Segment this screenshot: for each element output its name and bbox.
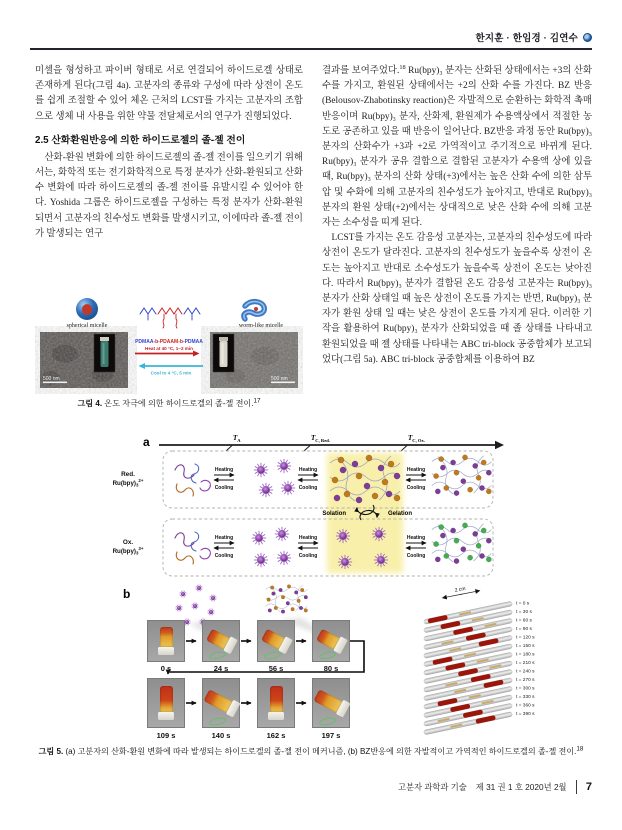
temperature-axis: [159, 434, 504, 451]
heating-cooling-arrows: [214, 535, 234, 559]
heating-cooling-arrows: [298, 535, 318, 559]
tube-time-labels: [516, 601, 535, 718]
gel-network: [432, 523, 492, 564]
micelle-icon: [277, 459, 291, 473]
time-label: 0 s: [160, 664, 172, 673]
time-label: 197 s: [321, 731, 341, 740]
journal-title: 고분자 과학과 기술: [398, 782, 467, 792]
worm-micelle-icon: [244, 302, 264, 319]
author-names: [476, 30, 592, 44]
vial-photo: [257, 620, 295, 662]
time-label: 24 s: [213, 664, 229, 673]
polymer-name-label: PDMAA-b-PDAAM-b-PDMAA: [135, 339, 203, 345]
section-heading: 2.5 산화환원반응에 의한 하이드로젤의 졸-젤 전이: [35, 134, 246, 146]
svg-text:t = 240 s: t = 240 s: [516, 669, 535, 675]
svg-text:t = 120 s: t = 120 s: [516, 635, 535, 641]
figure-caption-text: 온도 자극에 의한 하이드로겔의 졸-젤 전이.: [102, 399, 254, 408]
figure5-panel-a: [95, 420, 592, 578]
header-rule: [30, 48, 592, 50]
polymer-chains: [175, 532, 210, 564]
tilted-vial: [202, 688, 239, 717]
footer-divider: [576, 780, 577, 794]
panel-a-label: a: [143, 435, 150, 449]
reference-superscript: 18: [576, 745, 584, 753]
tilted-vial: [205, 628, 237, 654]
scale-bar-label: 500 nm: [271, 376, 288, 382]
vial-photo-inset: [213, 334, 234, 372]
figure4-caption: [35, 398, 303, 409]
svg-text:Heating: Heating: [406, 467, 426, 473]
heating-cooling-arrows: [406, 467, 426, 491]
page-footer: [398, 780, 592, 794]
row2-state-label: Ox.: [122, 539, 134, 546]
svg-text:Cooling: Cooling: [298, 553, 318, 559]
svg-text:2 cm: 2 cm: [454, 585, 467, 594]
spherical-micelle-icon: [76, 298, 98, 320]
time-label: 140 s: [211, 731, 231, 740]
svg-text:t = 210 s: t = 210 s: [516, 661, 535, 667]
scale-bar-label: 500 nm: [43, 376, 60, 382]
issue-info: 제 31 권 1 호 2020년 2월: [475, 782, 567, 792]
heat-arrow-label: Heat at 40 °C, 1~2 min: [145, 346, 193, 351]
svg-text:t = 90 s: t = 90 s: [516, 627, 532, 633]
polymer-structure: [140, 308, 200, 328]
svg-text:t = 300 s: t = 300 s: [516, 686, 535, 692]
heating-cooling-arrows: [298, 467, 318, 491]
svg-text:t = 150 s: t = 150 s: [516, 644, 535, 650]
tilted-vial: [260, 628, 292, 654]
time-label: 56 s: [268, 664, 284, 673]
time-label: 109 s: [156, 731, 176, 740]
svg-text:Cooling: Cooling: [214, 485, 234, 491]
right-column: [322, 64, 592, 368]
vial-photo: [312, 620, 350, 662]
svg-text:t = 180 s: t = 180 s: [516, 652, 535, 658]
svg-text:t = 30 s: t = 30 s: [516, 610, 532, 616]
svg-text:t = 360 s: t = 360 s: [516, 703, 535, 709]
gel-state-schematic: [266, 585, 308, 614]
body-paragraph: 미셀을 형성하고 파이버 형태로 서로 연결되어 하이드로겔 상태로 존재하게 된다(그림 4a). 고분자의 종류와 구성에 따라 상전이 온도를 쉽게 조절할 수 있어 체온 근처의 LCST를 가지는 고분자의 조합으로 생체 내 사용을 위한 약물 전달체로서의 연구가 진행되었다.: [35, 66, 303, 122]
scale-bar: [43, 382, 67, 384]
page-number: 7: [585, 781, 592, 793]
reference-superscript: 18: [399, 63, 406, 71]
tilted-vial: [315, 628, 347, 654]
time-label: 162 s: [266, 731, 286, 740]
reference-superscript: 17: [253, 397, 261, 405]
vial-photo: [312, 678, 350, 728]
heating-cooling-arrows: [406, 535, 426, 559]
society-logo-icon: [583, 33, 592, 42]
tem-image-spherical: [40, 332, 128, 388]
scale-bar: [271, 382, 295, 384]
gel-network: [432, 455, 492, 496]
axis-tick-label: $T_{C, Ox.}$: [408, 434, 425, 443]
micelle-icon: [277, 551, 291, 565]
micelle-icon: [254, 463, 268, 477]
vial-photo-inset: [94, 334, 115, 372]
inverted-vial: [269, 686, 284, 720]
svg-text:Cooling: Cooling: [298, 485, 318, 491]
svg-text:Heating: Heating: [406, 535, 426, 541]
left-column: [35, 64, 303, 242]
svg-text:t = 270 s: t = 270 s: [516, 678, 535, 684]
svg-text:Heating: Heating: [298, 467, 318, 473]
inverted-vial: [159, 627, 174, 655]
time-label: 80 s: [323, 664, 339, 673]
body-paragraph: LCST를 가지는 온도 감응성 고분자는, 고분자의 친수성도에 따라 상전이 온도가 달라진다. 고분자의 친수성도가 높을수록 상전이 온도는 높아지고 반대로 소수성도가 높을수록 상전이 온도는 낮아진다. 따라서 Ru(bpy)₃ 분자가 결합된 온도 감응성 고분자는 Ru(bpy)₃ 분자가 산화 상태일 때 높은 상전이 온도를 가지는 반면, Ru(bpy)₃ 분자가 환원 상태 일 때는 낮은 상전이 온도를 가지게 된다. 이러한 기작을 활용하여 Ru(bpy)₃ 분자가 산화되었을 때 졸 상태를 나타내고 환원되었을 때 젤 상태를 나타내는 ABC tri-block 공중합체가 보고되었다(그림 5a). ABC tri-block 공중합체를 이용하여 BZ: [322, 233, 592, 365]
worm-micelle-label: worm-like micelle: [238, 323, 284, 329]
text-run: 결과를 보여주었다.: [322, 66, 400, 76]
svg-text:t = 330 s: t = 330 s: [516, 695, 535, 701]
micelle-icon: [252, 531, 266, 545]
axis-tick-label: $T_A$: [233, 434, 241, 443]
vial-photo: [147, 620, 185, 662]
polymer-chains: [175, 464, 210, 496]
figure-caption-label: 그림 5.: [38, 747, 64, 756]
tilted-vial: [312, 688, 349, 717]
scale-2cm: [441, 583, 480, 598]
row1-molecule-label: $Ru(bpy)_3^{2+}$: [112, 477, 144, 488]
micelle-icon: [275, 527, 289, 541]
inverted-vial: [159, 686, 174, 720]
text-run: Ru(bpy)₃ 분자는 산화된 상태에서는 +3의 산화 수를 가지고, 환원된 상태에서는 +2의 산화 수를 가진다. BZ 반응(Belousov-Zhabotinsky reaction)은 자발적으로 순환하는 화학적 촉매 반응이며 Ru(bpy)₃ 분자, 산화제, 환원제가 수용액상에서 적절한 농도로 공존하고 있을 때 반응이 일어난다. BZ반응 과정 동안 Ru(bpy)₃ 분자의 산화수가 +3과 +2로 가역적이고 주기적으로 바뀌게 된다. Ru(bpy)₃ 분자가 공유 결합으로 결합된 고분자가 수용액 상에 있을 때, Ru(bpy)₃ 분자의 산화 상태(+3)에서는 높은 산화 수에 의한 삼투압 및 수화에 의해 고분자의 친수성도가 높아지고, 반대로 Ru(bpy)₃ 분자의 환원 상태(+2)에서는 상대적으로 낮은 산화 수에 의해 고분자는 소수성을 띠게 된다.: [322, 66, 592, 229]
figure-caption-label: 그림 4.: [77, 399, 103, 408]
cool-arrow-label: Cool to 4 °C, 5 min: [150, 370, 192, 376]
svg-text:Heating: Heating: [214, 467, 234, 473]
vial-photo: [202, 620, 240, 662]
svg-text:t = 0 s: t = 0 s: [516, 601, 530, 607]
micelle-icon: [259, 483, 273, 497]
heating-cooling-arrows: [214, 467, 234, 491]
body-paragraph: 산화-환원 변화에 의한 하이드로젤의 졸-젤 전이를 일으키기 위해서는, 화학적 또는 전기화학적으로 특정 분자가 산화-환원되고 산화 수 변화에 따라 하이드로젤의 졸-젤 전이를 유발시킬 수 있어야 한다. Yoshida 그룹은 하이드로젤을 구성하는 특정 분자가 산화-환원 되면서 고분자의 친수성도 변화를 발생시키고, 이에따라 졸-젤 전이가 발생되는 연구: [35, 152, 303, 239]
panel-b-label: b: [123, 587, 131, 601]
row1-state-label: Red.: [121, 471, 135, 478]
axis-tick-label: $T_{C, Red.}$: [311, 434, 330, 443]
vial-photo: [257, 678, 295, 728]
svg-text:t = 60 s: t = 60 s: [516, 618, 532, 624]
svg-text:Heating: Heating: [298, 535, 318, 541]
spherical-micelle-label: spherical micelle: [66, 323, 108, 329]
figure4-panel: [35, 296, 303, 394]
svg-text:t = 390 s: t = 390 s: [516, 712, 535, 718]
micelle-icon: [281, 481, 295, 495]
figure5-caption: [35, 746, 587, 757]
tube-timeseries-image: [420, 583, 542, 747]
svg-text:Heating: Heating: [214, 535, 234, 541]
solation-label: Solation: [322, 511, 346, 517]
vial-photo: [147, 678, 185, 728]
svg-text:Cooling: Cooling: [214, 553, 234, 559]
author-names-text: 한지훈 · 한임경 · 김연수: [475, 33, 578, 44]
svg-text:Cooling: Cooling: [406, 553, 426, 559]
figure-caption-text: (a) 고분자의 산화-환원 변화에 따라 발생되는 하이드로겔의 졸-젤 전이 메커니즘, (b) BZ반응에 의한 자발적이고 가역적인 하이드로겔의 졸-젤 전이.: [63, 747, 577, 756]
micelle-icon: [254, 553, 268, 567]
row2-molecule-label: $Ru(bpy)_3^{3+}$: [112, 545, 144, 556]
reaction-tubes: [424, 601, 513, 735]
tem-image-worm: [210, 332, 298, 388]
svg-text:Cooling: Cooling: [406, 485, 426, 491]
body-paragraph: [322, 64, 592, 231]
gelation-label: Gelation: [388, 511, 413, 517]
vial-photo: [202, 678, 240, 728]
